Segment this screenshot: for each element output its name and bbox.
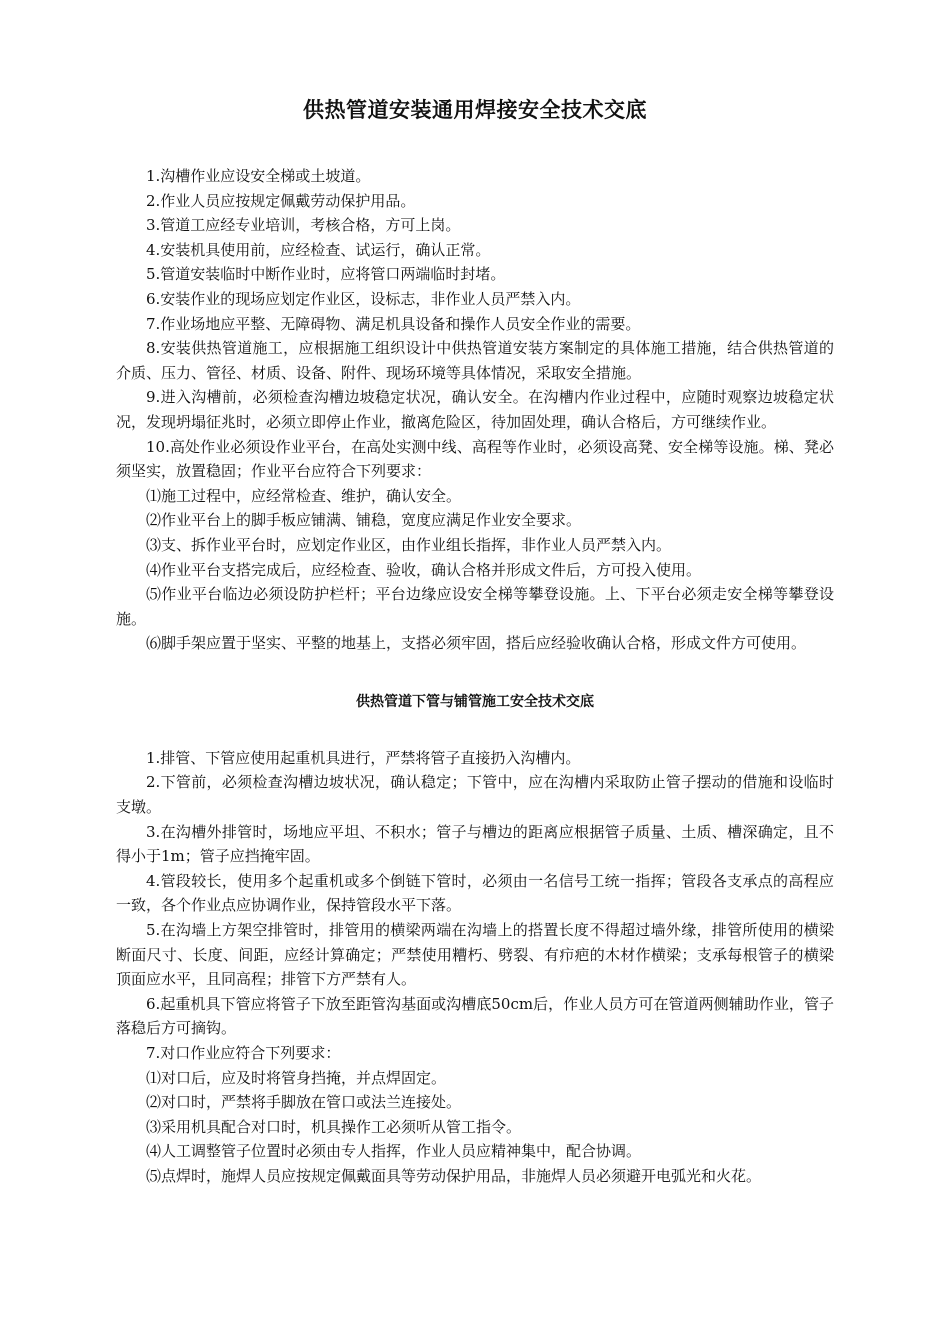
section1-item: 10.高处作业必须设作业平台，在高处实测中线、高程等作业时，必须设高凳、安全梯等设施。梯、凳必须坚实，放置稳固；作业平台应符合下列要求： — [116, 437, 834, 481]
section2-subitem: ⑷人工调整管子位置时必须由专人指挥，作业人员应精神集中，配合协调。 — [146, 1142, 642, 1161]
section1-subitem: ⑸作业平台临边必须设防护栏杆；平台边缘应设安全梯等攀登设施。上、下平台必须走安全梯等攀登设施。 — [116, 585, 834, 628]
section1-item: 8.安装供热管道施工，应根据施工组织设计中供热管道安装方案制定的具体施工措施，结合供热管道的介质、压力、管径、材质、设备、附件、现场环境等具体情况，采取安全措施。 — [116, 339, 834, 382]
section1-subitem: ⑹脚手架应置于坚实、平整的地基上，支搭必须牢固，搭后应经验收确认合格，形成文件方可使用。 — [146, 634, 807, 653]
section1-subitem: ⑵作业平台上的脚手板应铺满、铺稳，宽度应满足作业安全要求。 — [146, 511, 582, 530]
section2-item: 3.在沟槽外排管时，场地应平坦、不积水；管子与槽边的距离应根据管子质量、土质、槽深确定，且不得小于1m；管子应挡掩牢固。 — [116, 822, 834, 866]
section1-item: 4.安装机具使用前，应经检查、试运行，确认正常。 — [146, 240, 491, 259]
section2-item: 6.起重机具下管应将管子下放至距管沟基面或沟槽底50cm后，作业人员方可在管道两侧辅助作业，管子落稳后方可摘钩。 — [116, 994, 834, 1038]
section1-subitem: ⑷作业平台支搭完成后，应经检查、验收，确认合格并形成文件后，方可投入使用。 — [146, 560, 702, 579]
section2-title: 供热管道下管与铺管施工安全技术交底 — [356, 693, 594, 710]
section1-subitem: ⑴施工过程中，应经常检查、维护，确认安全。 — [146, 486, 462, 505]
spacer — [116, 656, 834, 690]
section1-item: 9.进入沟槽前，必须检查沟槽边坡稳定状况，确认安全。在沟槽内作业过程中，应随时观察边坡稳定状况，发现坍塌征兆时，必须立即停止作业，撤离危险区，待加固处理，确认合格后，方可继续作业。 — [116, 388, 834, 431]
document-content — [116, 90, 834, 1189]
section2-item: 7.对口作业应符合下列要求： — [146, 1044, 341, 1062]
section2-subitem: ⑶采用机具配合对口时，机具操作工必须听从管工指令。 — [146, 1117, 522, 1136]
section2-item: 4.管段较长，使用多个起重机或多个倒链下管时，必须由一名信号工统一指挥；管段各支承点的高程应一致，各个作业点应协调作业，保持管段水平下落。 — [116, 871, 834, 915]
section1-item: 1.沟槽作业应设安全梯或土坡道。 — [146, 167, 371, 185]
section1-item: 5.管道安装临时中断作业时，应将管口两端临时封堵。 — [146, 265, 506, 284]
section1-list — [116, 164, 834, 656]
section1-item: 3.管道工应经专业培训，考核合格，方可上岗。 — [146, 216, 461, 235]
section2-item: 5.在沟墙上方架空排管时，排管用的横梁两端在沟墙上的搭置长度不得超过墙外缘，排管所使用的横梁断面尺寸、长度、间距，应经计算确定；严禁使用糟朽、劈裂、有疖疤的木材作横梁；支承每根管子的横梁顶面应水平，且同高程；排管下方严禁有人。 — [116, 921, 834, 989]
section1-subitem: ⑶支、拆作业平台时，应划定作业区，由作业组长指挥，非作业人员严禁入内。 — [146, 535, 672, 554]
section2-list — [116, 746, 834, 1189]
section1-item: 2.作业人员应按规定佩戴劳动保护用品。 — [146, 191, 416, 210]
section2-subitem: ⑵对口时，严禁将手脚放在管口或法兰连接处。 — [146, 1093, 462, 1112]
section2-subitem: ⑴对口后，应及时将管身挡掩，并点焊固定。 — [146, 1068, 447, 1087]
section2-item: 2.下管前，必须检查沟槽边坡状况，确认稳定；下管中，应在沟槽内采取防止管子摆动的借施和设临时支墩。 — [116, 773, 834, 817]
section1-item: 6.安装作业的现场应划定作业区，设标志，非作业人员严禁入内。 — [146, 289, 581, 308]
section2-subitem: ⑸点焊时，施焊人员应按规定佩戴面具等劳动保护用品，非施焊人员必须避开电弧光和火花。 — [146, 1166, 762, 1185]
section2-item: 1.排管、下管应使用起重机具进行，严禁将管子直接扔入沟槽内。 — [146, 748, 581, 767]
document-title: 供热管道安装通用焊接安全技术交底 — [303, 98, 647, 122]
section1-item: 7.作业场地应平整、无障碍物、满足机具设备和操作人员安全作业的需要。 — [146, 314, 641, 333]
spacer — [116, 714, 834, 746]
spacer — [116, 130, 834, 164]
